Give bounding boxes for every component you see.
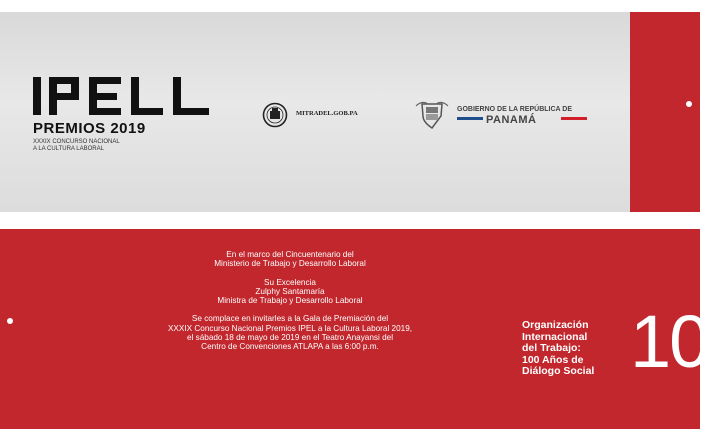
panama-label: PANAMÁ xyxy=(486,114,537,126)
gobierno-label: GOBIERNO DE LA REPÚBLICA DE xyxy=(457,106,572,113)
mitradel-url: MITRADEL.GOB.PA xyxy=(296,110,358,117)
invitation-paragraph: En el marco del Cincuentenario del Ministerio de Trabajo y Desarrollo Laboral xyxy=(214,250,366,269)
flag-blue-bar xyxy=(457,117,483,120)
perforation-dot xyxy=(7,318,13,324)
perforation-dot xyxy=(686,101,692,107)
premios-subtitle: XXXIX CONCURSO NACIONAL A LA CULTURA LABORAL xyxy=(33,139,120,152)
ipel-logo-icon xyxy=(33,77,211,117)
mitradel-seal-icon xyxy=(258,102,292,128)
oit-centenary-number: 10 xyxy=(630,300,708,383)
header-red-tab xyxy=(630,12,700,212)
premios-title: PREMIOS 2019 xyxy=(33,120,146,137)
flag-red-bar xyxy=(561,117,587,120)
invitation-text xyxy=(140,250,440,361)
panama-coat-of-arms-icon xyxy=(414,100,450,130)
invitation-paragraph: Su Excelencia Zulphy Santamaría Ministra de Trabajo y Desarrollo Laboral xyxy=(217,277,363,306)
invitation-paragraph: Se complace en invitarles a la Gala de Premiación del XXXIX Concurso Nacional Premios IPEL a la Cultura Laboral 2019, el sábado 18 de mayo de 2019 en el Teatro Anayansi del Centro de Convenciones ATLAPA a las 6:00 p.m. xyxy=(167,314,413,352)
oit-tagline: Organización Internacional del Trabajo: 100 Años de Diálogo Social xyxy=(522,319,595,377)
